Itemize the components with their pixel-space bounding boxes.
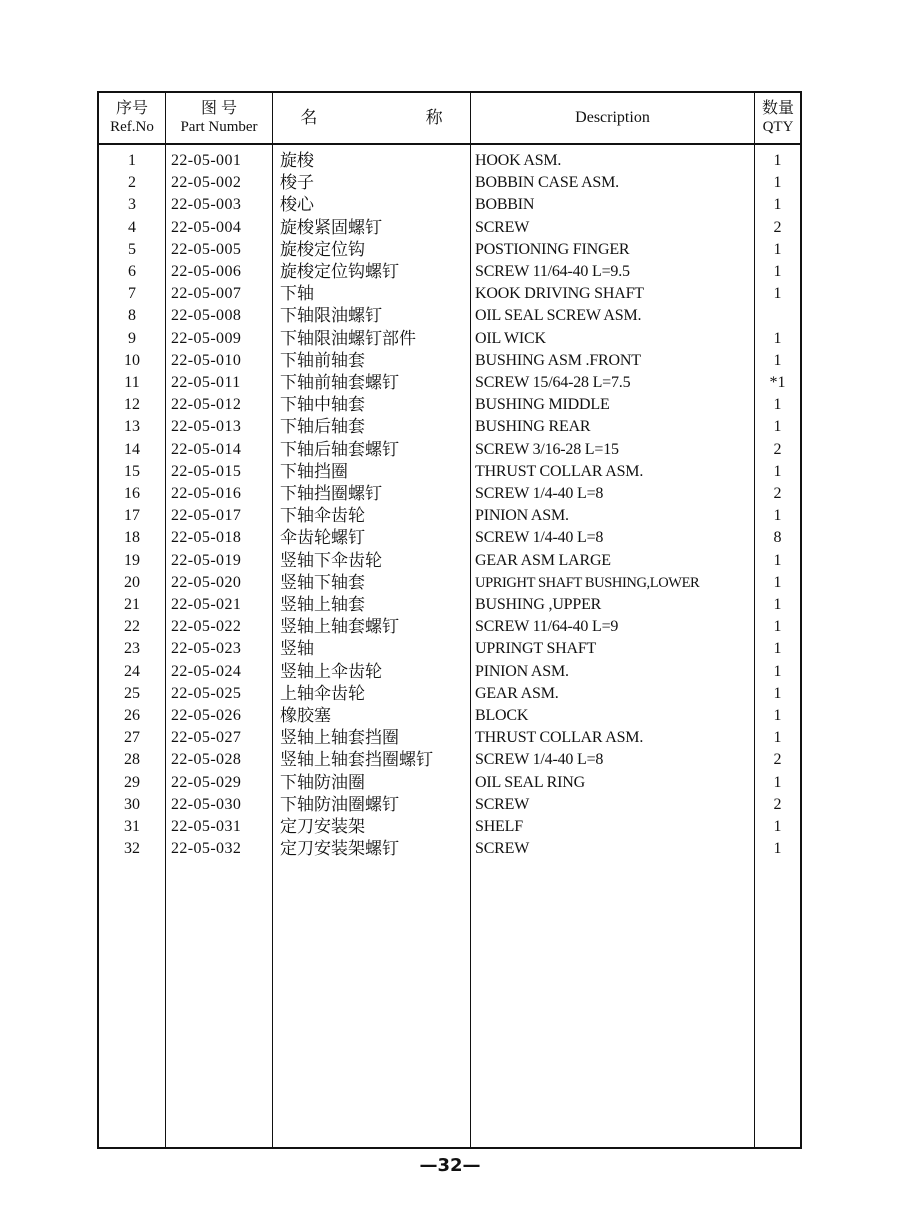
header-description	[471, 93, 754, 143]
description-cell: PINION ASM.	[475, 662, 569, 680]
header-name	[273, 93, 495, 143]
part-number-cell: 22-05-028	[171, 751, 242, 769]
part-number-cell: 22-05-021	[171, 596, 242, 613]
description-cell: THRUST COLLAR ASM.	[475, 729, 644, 747]
part-number-cell: 22-05-014	[171, 440, 242, 458]
ref-cell: 14	[124, 440, 140, 458]
qty-cell: 1	[773, 551, 782, 569]
description-cell: GEAR ASM.	[475, 684, 559, 702]
part-number-cell: 22-05-005	[171, 240, 242, 258]
part-number-cell: 22-05-018	[171, 529, 242, 547]
description-cell: SCREW 11/64-40 L=9.5	[475, 263, 630, 280]
qty-cell: 2	[773, 795, 782, 813]
part-number-cell: 22-05-019	[171, 551, 242, 569]
name-cell: 下轴防油圈	[280, 772, 365, 792]
parts-table	[97, 91, 802, 1149]
name-cell: 旋梭紧固螺钉	[280, 217, 382, 237]
table-row	[99, 661, 800, 683]
description-cell: UPRIGHT SHAFT BUSHING,LOWER	[475, 574, 700, 591]
description-cell: OIL SEAL RING	[475, 773, 585, 791]
part-number-cell: 22-05-027	[171, 729, 242, 747]
ref-cell: 2	[128, 174, 136, 192]
table-row	[99, 372, 800, 394]
name-cell: 梭心	[280, 195, 314, 215]
description-cell: SCREW 1/4-40 L=8	[475, 485, 604, 502]
part-number-cell: 22-05-008	[171, 307, 242, 325]
description-cell: GEAR ASM LARGE	[475, 551, 611, 569]
part-number-cell: 22-05-020	[171, 573, 242, 591]
ref-cell: 20	[124, 573, 140, 591]
ref-cell: 13	[124, 418, 140, 436]
qty-cell: 1	[773, 729, 782, 747]
description-cell: SCREW 15/64-28 L=7.5	[475, 374, 631, 391]
header-ref-zh: 序号	[115, 100, 148, 118]
description-cell: BUSHING ASM .FRONT	[475, 351, 641, 369]
part-number-cell: 22-05-015	[171, 462, 242, 480]
description-cell: SCREW 11/64-40 L=9	[475, 618, 619, 636]
table-row	[99, 305, 800, 327]
qty-cell: 1	[773, 174, 782, 192]
ref-cell: 1	[128, 152, 136, 169]
table-row	[99, 461, 800, 483]
qty-cell: 1	[773, 840, 782, 858]
table-row	[99, 794, 800, 816]
part-number-cell: 22-05-022	[171, 618, 242, 636]
name-cell: 下轴限油螺钉部件	[280, 328, 416, 348]
description-cell: KOOK DRIVING SHAFT	[475, 285, 644, 303]
qty-cell: 1	[773, 507, 782, 525]
description-cell: SCREW	[475, 218, 530, 236]
name-cell: 定刀安装架螺钉	[280, 839, 399, 859]
header-qty	[755, 93, 801, 143]
description-cell: SCREW	[475, 840, 530, 858]
ref-cell: 32	[124, 840, 140, 858]
part-number-cell: 22-05-032	[171, 840, 242, 858]
part-number-cell: 22-05-012	[171, 396, 242, 414]
table-row	[99, 194, 800, 216]
name-cell: 橡胶塞	[280, 706, 331, 725]
name-cell: 下轴中轴套	[280, 395, 365, 415]
name-cell: 竖轴上轴套挡圈螺钉	[280, 750, 433, 770]
name-cell: 下轴后轴套	[280, 417, 365, 437]
header-divider	[99, 143, 800, 145]
table-row	[99, 705, 800, 727]
description-cell: OIL SEAL SCREW ASM.	[475, 307, 642, 325]
qty-cell: 1	[773, 396, 782, 414]
table-row	[99, 683, 800, 705]
ref-cell: 9	[128, 329, 136, 347]
ref-cell: 21	[124, 596, 140, 613]
ref-cell: 22	[124, 618, 140, 636]
table-row	[99, 150, 800, 172]
qty-cell: 1	[773, 240, 782, 258]
description-cell: PINION ASM.	[475, 507, 569, 525]
part-number-cell: 22-05-016	[171, 485, 242, 502]
table-row	[99, 394, 800, 416]
part-number-cell: 22-05-023	[171, 640, 242, 658]
ref-cell: 30	[124, 795, 140, 813]
part-number-cell: 22-05-026	[171, 707, 242, 724]
part-number-cell: 22-05-007	[171, 285, 242, 303]
name-cell: 下轴前轴套螺钉	[280, 373, 399, 392]
table-row	[99, 816, 800, 838]
qty-cell: 1	[773, 596, 782, 613]
description-cell: UPRINGT SHAFT	[475, 640, 597, 658]
table-row	[99, 439, 800, 461]
table-row	[99, 416, 800, 438]
name-cell: 上轴伞齿轮	[280, 683, 365, 703]
description-cell: BOBBIN CASE ASM.	[475, 174, 619, 192]
description-cell: BUSHING REAR	[475, 418, 591, 436]
ref-cell: 29	[124, 773, 140, 791]
description-cell: SCREW 3/16-28 L=15	[475, 440, 619, 458]
ref-cell: 31	[124, 818, 140, 835]
qty-cell: 1	[773, 196, 782, 214]
table-row	[99, 217, 800, 239]
ref-cell: 5	[128, 240, 136, 258]
table-row	[99, 594, 800, 616]
table-row	[99, 328, 800, 350]
part-number-cell: 22-05-004	[171, 218, 242, 236]
ref-cell: 10	[124, 351, 140, 369]
ref-cell: 12	[124, 396, 140, 414]
name-cell: 旋梭定位钩	[280, 239, 365, 259]
header-ref	[99, 93, 165, 143]
name-cell: 定刀安装架	[280, 817, 365, 836]
ref-cell: 17	[124, 507, 140, 525]
name-cell: 竖轴下伞齿轮	[280, 550, 382, 570]
name-cell: 下轴挡圈螺钉	[280, 484, 382, 503]
name-cell: 竖轴下轴套	[280, 572, 365, 592]
table-row	[99, 527, 800, 549]
ref-cell: 19	[124, 551, 140, 569]
part-number-cell: 22-05-003	[171, 196, 242, 214]
qty-cell: 1	[773, 662, 782, 680]
part-number-cell: 22-05-006	[171, 263, 242, 280]
name-cell: 旋梭定位钩螺钉	[280, 262, 399, 281]
description-cell: POSTIONING FINGER	[475, 240, 630, 258]
header-ref-en: Ref.No	[110, 118, 154, 135]
table-row	[99, 550, 800, 572]
qty-cell: 1	[773, 285, 782, 303]
header-qty-zh: 数量	[761, 100, 794, 118]
qty-cell: 1	[773, 329, 782, 347]
part-number-cell: 22-05-024	[171, 662, 242, 680]
table-row	[99, 572, 800, 594]
qty-cell: 1	[773, 818, 782, 835]
part-number-cell: 22-05-009	[171, 329, 242, 347]
qty-cell: 1	[773, 573, 782, 591]
table-row	[99, 483, 800, 505]
description-cell: THRUST COLLAR ASM.	[475, 462, 644, 480]
table-row	[99, 283, 800, 305]
name-cell: 竖轴	[280, 639, 314, 659]
name-cell: 竖轴上轴套	[280, 595, 365, 614]
ref-cell: 3	[128, 196, 136, 214]
table-row	[99, 172, 800, 194]
table-row	[99, 261, 800, 283]
name-cell: 竖轴上轴套螺钉	[280, 617, 399, 637]
part-number-cell: 22-05-011	[171, 374, 241, 391]
part-number-cell: 22-05-030	[171, 795, 242, 813]
table-row	[99, 727, 800, 749]
name-cell: 梭子	[280, 173, 314, 193]
page-number: —32—	[419, 1155, 481, 1176]
name-cell: 下轴防油圈螺钉	[280, 794, 399, 814]
ref-cell: 4	[128, 218, 136, 236]
header-part-number	[166, 93, 272, 143]
ref-cell: 8	[128, 307, 136, 325]
ref-cell: 11	[124, 374, 140, 391]
part-number-cell: 22-05-017	[171, 507, 242, 525]
part-number-cell: 22-05-002	[171, 174, 242, 192]
qty-cell: 1	[773, 152, 782, 169]
ref-cell: 25	[124, 684, 140, 702]
qty-cell: 1	[773, 618, 782, 636]
ref-cell: 23	[124, 640, 140, 658]
description-cell: BLOCK	[475, 707, 529, 724]
name-cell: 伞齿轮螺钉	[280, 528, 365, 548]
qty-cell: 2	[773, 485, 782, 502]
header-description-label: Description	[575, 108, 650, 126]
qty-cell: 1	[773, 418, 782, 436]
part-number-cell: 22-05-025	[171, 684, 242, 702]
ref-cell: 27	[124, 729, 140, 747]
description-cell: BUSHING ,UPPER	[475, 596, 602, 613]
ref-cell: 18	[124, 529, 140, 547]
description-cell: HOOK ASM.	[475, 152, 562, 169]
qty-cell: 1	[773, 640, 782, 658]
header-qty-en: QTY	[762, 118, 794, 135]
part-number-cell: 22-05-010	[171, 351, 242, 369]
ref-cell: 6	[128, 263, 136, 280]
description-cell: OIL WICK	[475, 329, 546, 347]
name-cell: 下轴伞齿轮	[280, 506, 365, 526]
name-cell: 下轴挡圈	[280, 461, 348, 481]
qty-cell: 1	[773, 684, 782, 702]
name-cell: 下轴后轴套螺钉	[280, 439, 399, 459]
name-cell: 竖轴上伞齿轮	[280, 661, 382, 681]
description-cell: SCREW 1/4-40 L=8	[475, 751, 604, 769]
ref-cell: 24	[124, 662, 140, 680]
name-cell: 旋梭	[280, 151, 314, 170]
ref-cell: 28	[124, 751, 140, 769]
part-number-cell: 22-05-013	[171, 418, 242, 436]
header-part-zh: 图 号	[200, 100, 237, 118]
table-row	[99, 616, 800, 638]
qty-cell: 1	[773, 707, 782, 724]
table-row	[99, 350, 800, 372]
ref-cell: 15	[124, 462, 140, 480]
qty-cell: 1	[773, 462, 782, 480]
header-name-zh: 名 称	[300, 108, 495, 128]
qty-cell: 2	[773, 440, 782, 458]
name-cell: 下轴前轴套	[280, 350, 365, 370]
qty-cell: 1	[773, 351, 782, 369]
table-row	[99, 505, 800, 527]
table-row	[99, 838, 800, 860]
name-cell: 下轴	[280, 284, 314, 304]
name-cell: 竖轴上轴套挡圈	[280, 728, 399, 748]
ref-cell: 7	[128, 285, 136, 303]
description-cell: SCREW	[475, 795, 530, 813]
description-cell: SCREW 1/4-40 L=8	[475, 529, 604, 547]
qty-cell: 1	[773, 773, 782, 791]
header-part-en: Part Number	[180, 118, 258, 135]
description-cell: SHELF	[475, 818, 523, 835]
description-cell: BOBBIN	[475, 196, 535, 214]
qty-cell: 8	[773, 529, 782, 547]
qty-cell: 1	[773, 263, 782, 280]
table-row	[99, 239, 800, 261]
qty-cell: 2	[773, 218, 782, 236]
table-row	[99, 749, 800, 771]
table-row	[99, 638, 800, 660]
name-cell: 下轴限油螺钉	[280, 306, 382, 326]
ref-cell: 16	[124, 485, 140, 502]
part-number-cell: 22-05-031	[171, 818, 242, 835]
qty-cell: 2	[773, 751, 782, 769]
table-row	[99, 772, 800, 794]
ref-cell: 26	[124, 707, 140, 724]
description-cell: BUSHING MIDDLE	[475, 396, 610, 414]
part-number-cell: 22-05-001	[171, 152, 242, 169]
part-number-cell: 22-05-029	[171, 773, 242, 791]
qty-cell: *1	[769, 374, 786, 391]
